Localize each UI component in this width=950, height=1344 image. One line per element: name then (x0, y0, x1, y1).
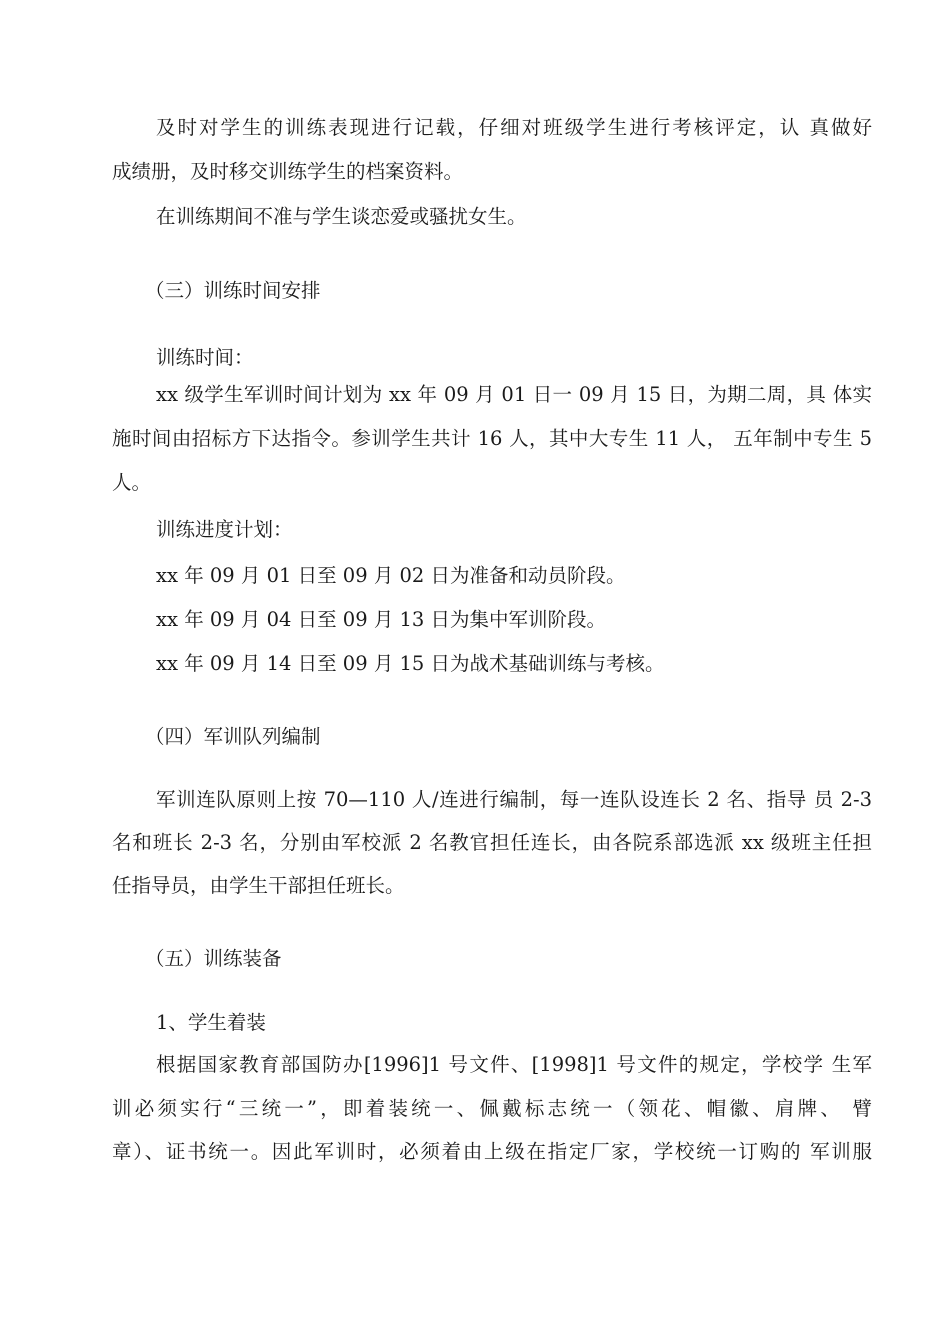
equipment-item-1: 1、学生着装 (156, 1011, 266, 1034)
team-formation-line-2: 名和班长 2-3 名，分别由军校派 2 名教官担任连长，由各院系部选派 xx 级班主任担 (112, 831, 872, 854)
uniform-line-1: 根据国家教育部国防办[1996]1 号文件、[1998]1 号文件的规定，学校学 生军 (156, 1053, 872, 1076)
section-heading-5: （五）训练装备 (145, 947, 282, 970)
training-time-label: 训练时间： (156, 346, 254, 369)
training-time-line-3: 人。 (112, 471, 152, 494)
progress-plan-item-1: xx 年 09 月 01 日至 09 月 02 日为准备和动员阶段。 (156, 564, 626, 587)
progress-plan-item-3: xx 年 09 月 14 日至 09 月 15 日为战术基础训练与考核。 (156, 652, 665, 675)
paragraph-no-dating: 在训练期间不准与学生谈恋爱或骚扰女生。 (156, 205, 527, 228)
training-time-line-2: 施时间由招标方下达指令。参训学生共计 16 人，其中大专生 11 人， 五年制中专生 5 (112, 427, 872, 450)
team-formation-line-1: 军训连队原则上按 70—110 人/连进行编制，每一连队设连长 2 名、指导 员 2-3 (156, 788, 872, 811)
team-formation-line-3: 任指导员，由学生干部担任班长。 (112, 874, 405, 897)
uniform-line-2: 训必须实行“三统一”，即着装统一、佩戴标志统一（领花、帽徽、肩牌、 臂 (112, 1097, 872, 1120)
paragraph-record-line-1: 及时对学生的训练表现进行记载，仔细对班级学生进行考核评定，认 真做好 (156, 116, 872, 139)
training-time-line-1: xx 级学生军训时间计划为 xx 年 09 月 01 日一 09 月 15 日，为期二周，具 体实 (156, 383, 872, 406)
uniform-line-3: 章）、证书统一。因此军训时，必须着由上级在指定厂家，学校统一订购的 军训服 (112, 1140, 872, 1163)
section-heading-3: （三）训练时间安排 (145, 279, 321, 302)
progress-plan-item-2: xx 年 09 月 04 日至 09 月 13 日为集中军训阶段。 (156, 608, 607, 631)
paragraph-record-line-2: 成绩册，及时移交训练学生的档案资料。 (112, 160, 464, 183)
progress-plan-label: 训练进度计划： (156, 518, 293, 541)
section-heading-4: （四）军训队列编制 (145, 725, 321, 748)
